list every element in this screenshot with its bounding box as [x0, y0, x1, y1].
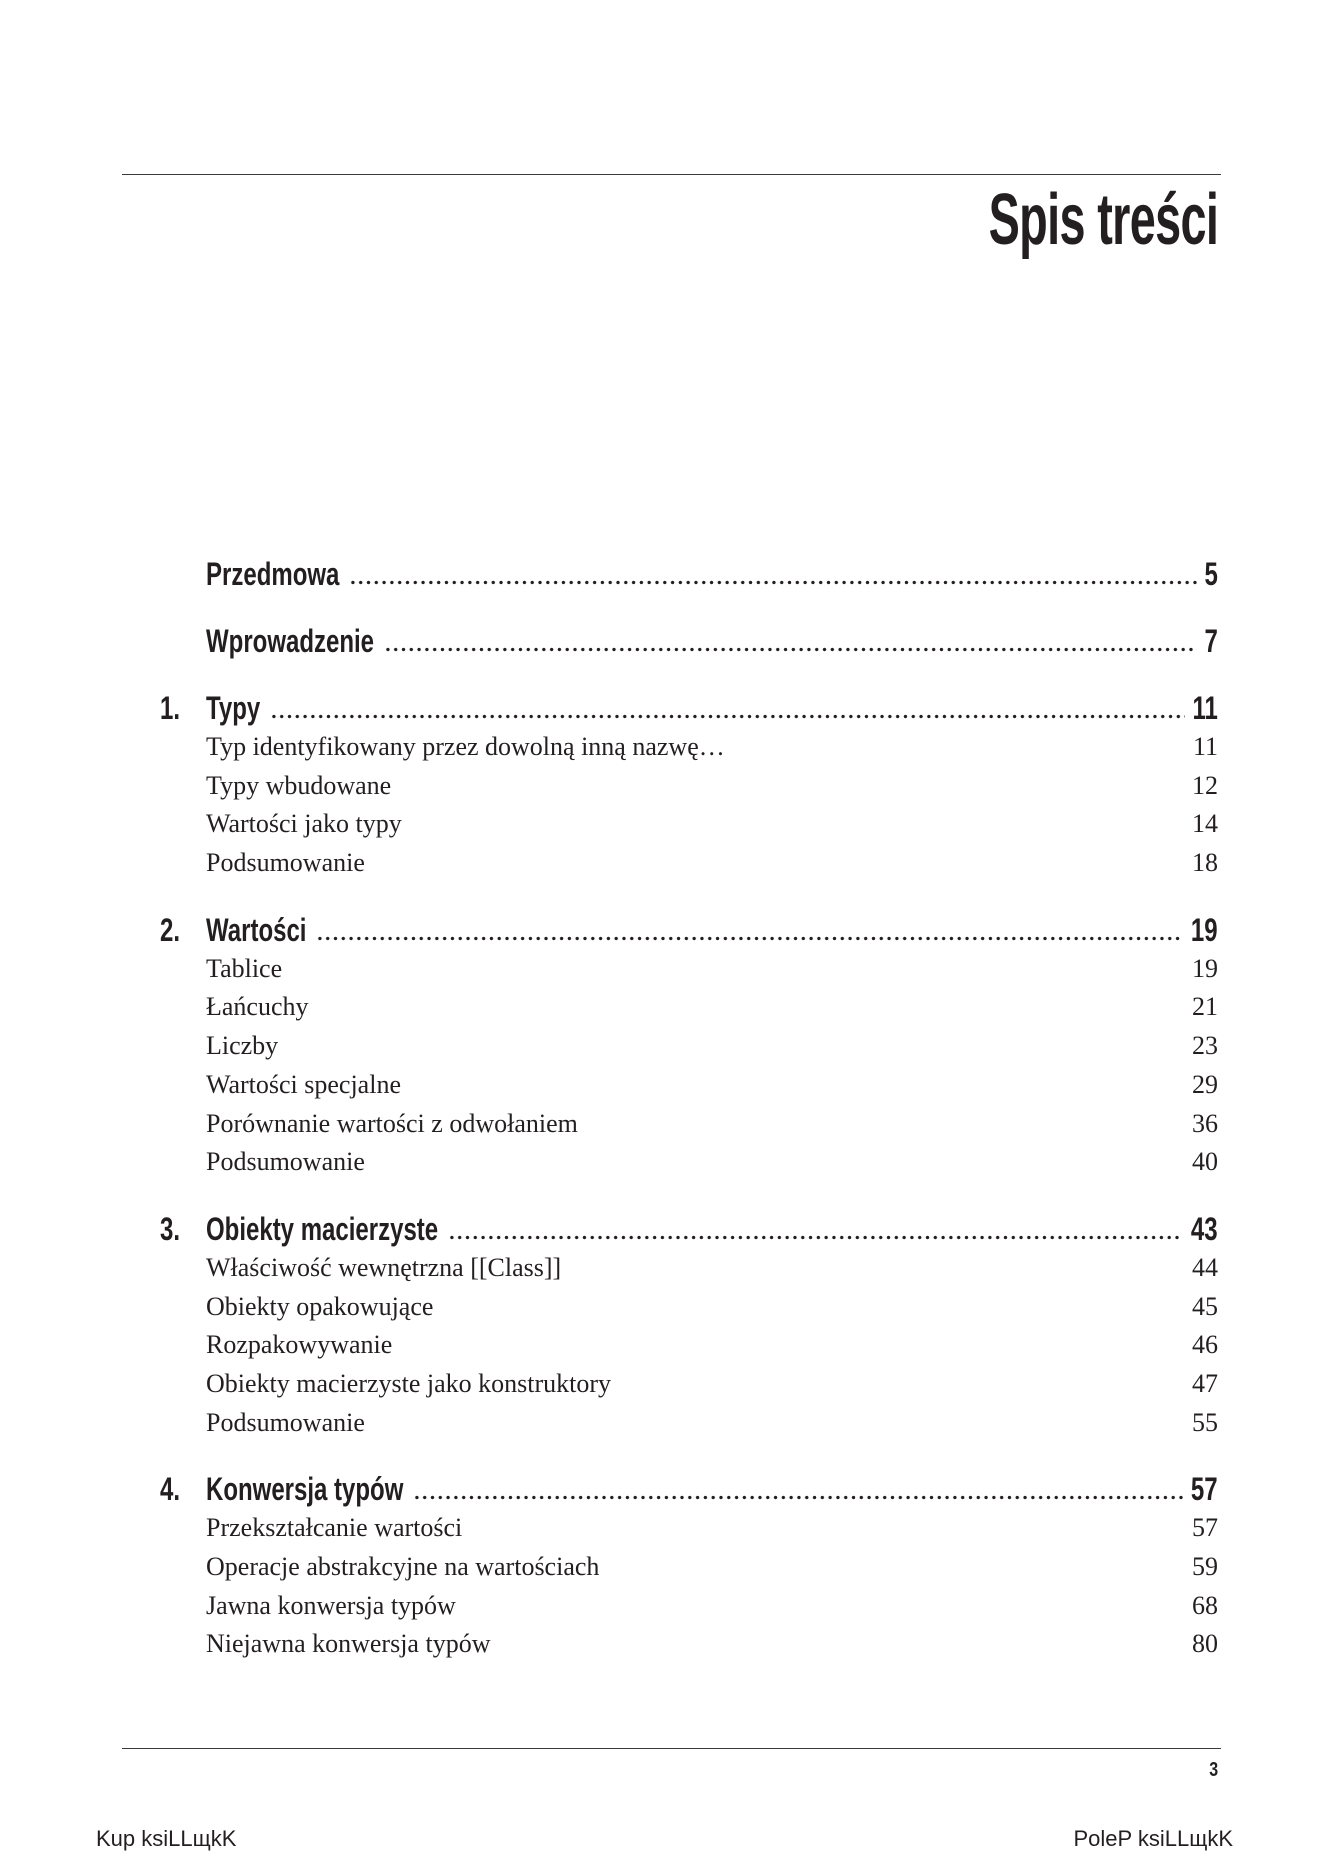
- section-title: Typ identyfikowany przez dowolną inną nazwę…: [206, 732, 725, 761]
- section-page: 23: [1192, 1031, 1218, 1061]
- toc-section-row: [160, 1027, 1218, 1066]
- section-page: 57: [1192, 1513, 1218, 1543]
- section-page: 55: [1192, 1407, 1218, 1437]
- toc-section-row: [160, 1326, 1218, 1365]
- section-title: Typy wbudowane: [206, 770, 392, 800]
- section-title: Tablice: [206, 953, 283, 983]
- toc-section-row: [160, 1143, 1218, 1182]
- chapter-number: 1.: [160, 690, 181, 726]
- dot-leader: [413, 1469, 1183, 1509]
- front-title: Wprowadzenie: [206, 623, 375, 659]
- section-title: Rozpakowywanie: [206, 1330, 393, 1360]
- section-page: 47: [1192, 1368, 1218, 1398]
- section-page: 12: [1192, 770, 1218, 800]
- recommend-book-link[interactable]: PoleP ksiLLщkK: [1073, 1826, 1233, 1851]
- dot-leader: [349, 554, 1196, 594]
- toc-section-row: [160, 1288, 1218, 1327]
- chapter-page: 43: [1191, 1210, 1218, 1247]
- section-title: Wartości specjalne: [206, 1069, 401, 1099]
- section-page: 18: [1192, 848, 1218, 878]
- chapter-title: Wartości: [206, 911, 307, 948]
- toc-section-row: [160, 1066, 1218, 1105]
- section-title: Obiekty opakowujące: [206, 1291, 434, 1321]
- toc-section-row: [160, 988, 1218, 1027]
- section-title: Niejawna konwersja typów: [206, 1629, 491, 1659]
- toc-section-row: [160, 1625, 1218, 1664]
- bottom-rule: [122, 1748, 1221, 1749]
- chapter-page: 19: [1191, 911, 1218, 948]
- chapter-number: [160, 621, 206, 661]
- section-title: Podsumowanie: [206, 848, 365, 878]
- section-title: Łańcuchy: [206, 992, 309, 1022]
- toc-section-row: [160, 1404, 1218, 1443]
- dot-leader: [316, 910, 1183, 950]
- section-page: 59: [1192, 1552, 1218, 1581]
- toc-section-row: [160, 1249, 1218, 1288]
- section-title: Podsumowanie: [206, 1147, 365, 1177]
- section-page: 11: [1192, 732, 1218, 761]
- toc-section-row: [160, 1365, 1218, 1404]
- toc-section-row: [160, 1509, 1218, 1548]
- chapter-number: 3.: [160, 1210, 181, 1247]
- chapter-number: 4.: [160, 1471, 181, 1508]
- toc-chapter-row: [160, 1469, 1218, 1509]
- dot-leader: [448, 1209, 1183, 1249]
- section-page: 44: [1192, 1252, 1218, 1282]
- chapter-page: 11: [1192, 690, 1218, 726]
- buy-book-link[interactable]: Kup ksiLLщkK: [96, 1826, 237, 1851]
- toc-section-row: [160, 1587, 1218, 1626]
- toc-chapter-row: [160, 688, 1218, 728]
- section-title: Jawna konwersja typów: [206, 1590, 456, 1620]
- section-page: 45: [1192, 1291, 1218, 1321]
- toc-section-row: [160, 1548, 1218, 1587]
- section-title: Obiekty macierzyste jako konstruktory: [206, 1368, 612, 1398]
- toc-chapter-row: [160, 910, 1218, 950]
- page-number: 3: [1209, 1759, 1218, 1781]
- dot-leader: [384, 621, 1197, 661]
- section-title: Przekształcanie wartości: [206, 1513, 463, 1543]
- front-title: Przedmowa: [206, 556, 340, 592]
- toc-section-row: [160, 805, 1218, 844]
- section-page: 68: [1192, 1590, 1218, 1620]
- section-page: 40: [1192, 1147, 1218, 1177]
- section-page: 80: [1192, 1629, 1218, 1659]
- front-page: 5: [1204, 556, 1218, 592]
- section-page: 14: [1192, 809, 1218, 839]
- dot-leader: [270, 688, 1184, 728]
- section-title: Porównanie wartości z odwołaniem: [206, 1108, 578, 1138]
- table-of-contents: [160, 554, 1218, 1664]
- front-page: 7: [1204, 623, 1218, 659]
- chapter-number: 2.: [160, 911, 181, 948]
- chapter-page: 57: [1191, 1471, 1218, 1508]
- section-page: 36: [1192, 1108, 1218, 1138]
- page-title: Spis treści: [988, 180, 1218, 260]
- toc-section-row: [160, 728, 1218, 767]
- toc-front-row: [160, 621, 1218, 661]
- chapter-title: Obiekty macierzyste: [206, 1210, 439, 1247]
- section-page: 19: [1192, 953, 1218, 983]
- toc-section-row: [160, 767, 1218, 806]
- toc-section-row: [160, 1105, 1218, 1144]
- toc-front-row: [160, 554, 1218, 594]
- section-title: Liczby: [206, 1031, 279, 1061]
- section-title: Podsumowanie: [206, 1407, 365, 1437]
- section-title: Wartości jako typy: [206, 809, 402, 839]
- chapter-title: Typy: [206, 690, 261, 726]
- section-title: Operacje abstrakcyjne na wartościach: [206, 1552, 600, 1581]
- toc-section-row: [160, 950, 1218, 989]
- toc-chapter-row: [160, 1209, 1218, 1249]
- chapter-title: Konwersja typów: [206, 1471, 404, 1508]
- toc-section-row: [160, 844, 1218, 883]
- top-rule: [122, 174, 1221, 175]
- section-page: 21: [1192, 992, 1218, 1022]
- chapter-number: [160, 554, 206, 594]
- section-title: Właściwość wewnętrzna [[Class]]: [206, 1252, 562, 1282]
- section-page: 46: [1192, 1330, 1218, 1360]
- section-page: 29: [1192, 1069, 1218, 1099]
